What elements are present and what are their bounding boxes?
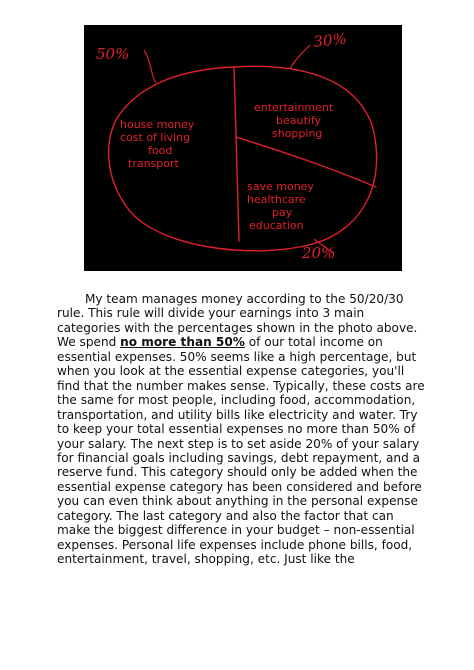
handwritten-30-percent xyxy=(290,30,348,69)
article-text-part-1: My team manages money according to the 50/20/30 rule. This rule will divide your earnings into 3 main categories with the percentages shown in the photo above. We spend xyxy=(57,292,418,350)
top-right-segment-line-2: beautify xyxy=(276,114,322,127)
left-segment-line-2: cost of living xyxy=(120,131,191,144)
svg-text:20%: 20% xyxy=(302,244,336,262)
hand-drawn-pie-sketch xyxy=(84,25,402,271)
article-text-part-2: of our total income on essential expenses. 50% seems like a high percentage, but when you look at the essential expense categories, you'll find that the number makes sense. Typically, these costs are the same for most people, including food, accommodation, transportation, and utility bills like electricity and water. Try to keep your total essential expenses no more than 50% of your salary. The next step is to set aside 20% of your salary for financial goals including savings, debt repayment, and a reserve fund. This category should only be added when the essential expense category has been considered and before you can even think about anything in the personal expense category. The last category and also the factor that can make the biggest difference in your budget – non-essential expenses. Personal life expenses include phone bills, food, entertainment, travel, shopping, etc. Just like the xyxy=(57,335,425,567)
left-segment-line-3: food xyxy=(148,144,173,157)
left-segment-line-4: transport xyxy=(128,157,179,170)
left-segment-line-1: house money xyxy=(120,118,195,131)
top-right-segment-line-1: entertainment xyxy=(254,101,334,114)
article-paragraph xyxy=(57,292,427,567)
bottom-right-segment-line-3: pay xyxy=(272,206,293,219)
top-right-segment-line-3: shopping xyxy=(272,127,323,140)
bottom-right-segment-line-1: save money xyxy=(247,180,314,193)
handwritten-50-percent xyxy=(96,45,156,83)
svg-text:30%: 30% xyxy=(312,29,348,51)
divider-vertical xyxy=(234,67,239,241)
budget-sketch-photo xyxy=(84,25,402,271)
bottom-right-segment-line-4: education xyxy=(249,219,304,232)
handwritten-20-percent xyxy=(301,239,335,262)
svg-text:50%: 50% xyxy=(96,45,130,63)
article-emphasis: no more than 50% xyxy=(120,335,245,350)
bottom-right-segment-line-2: healthcare xyxy=(247,193,306,206)
